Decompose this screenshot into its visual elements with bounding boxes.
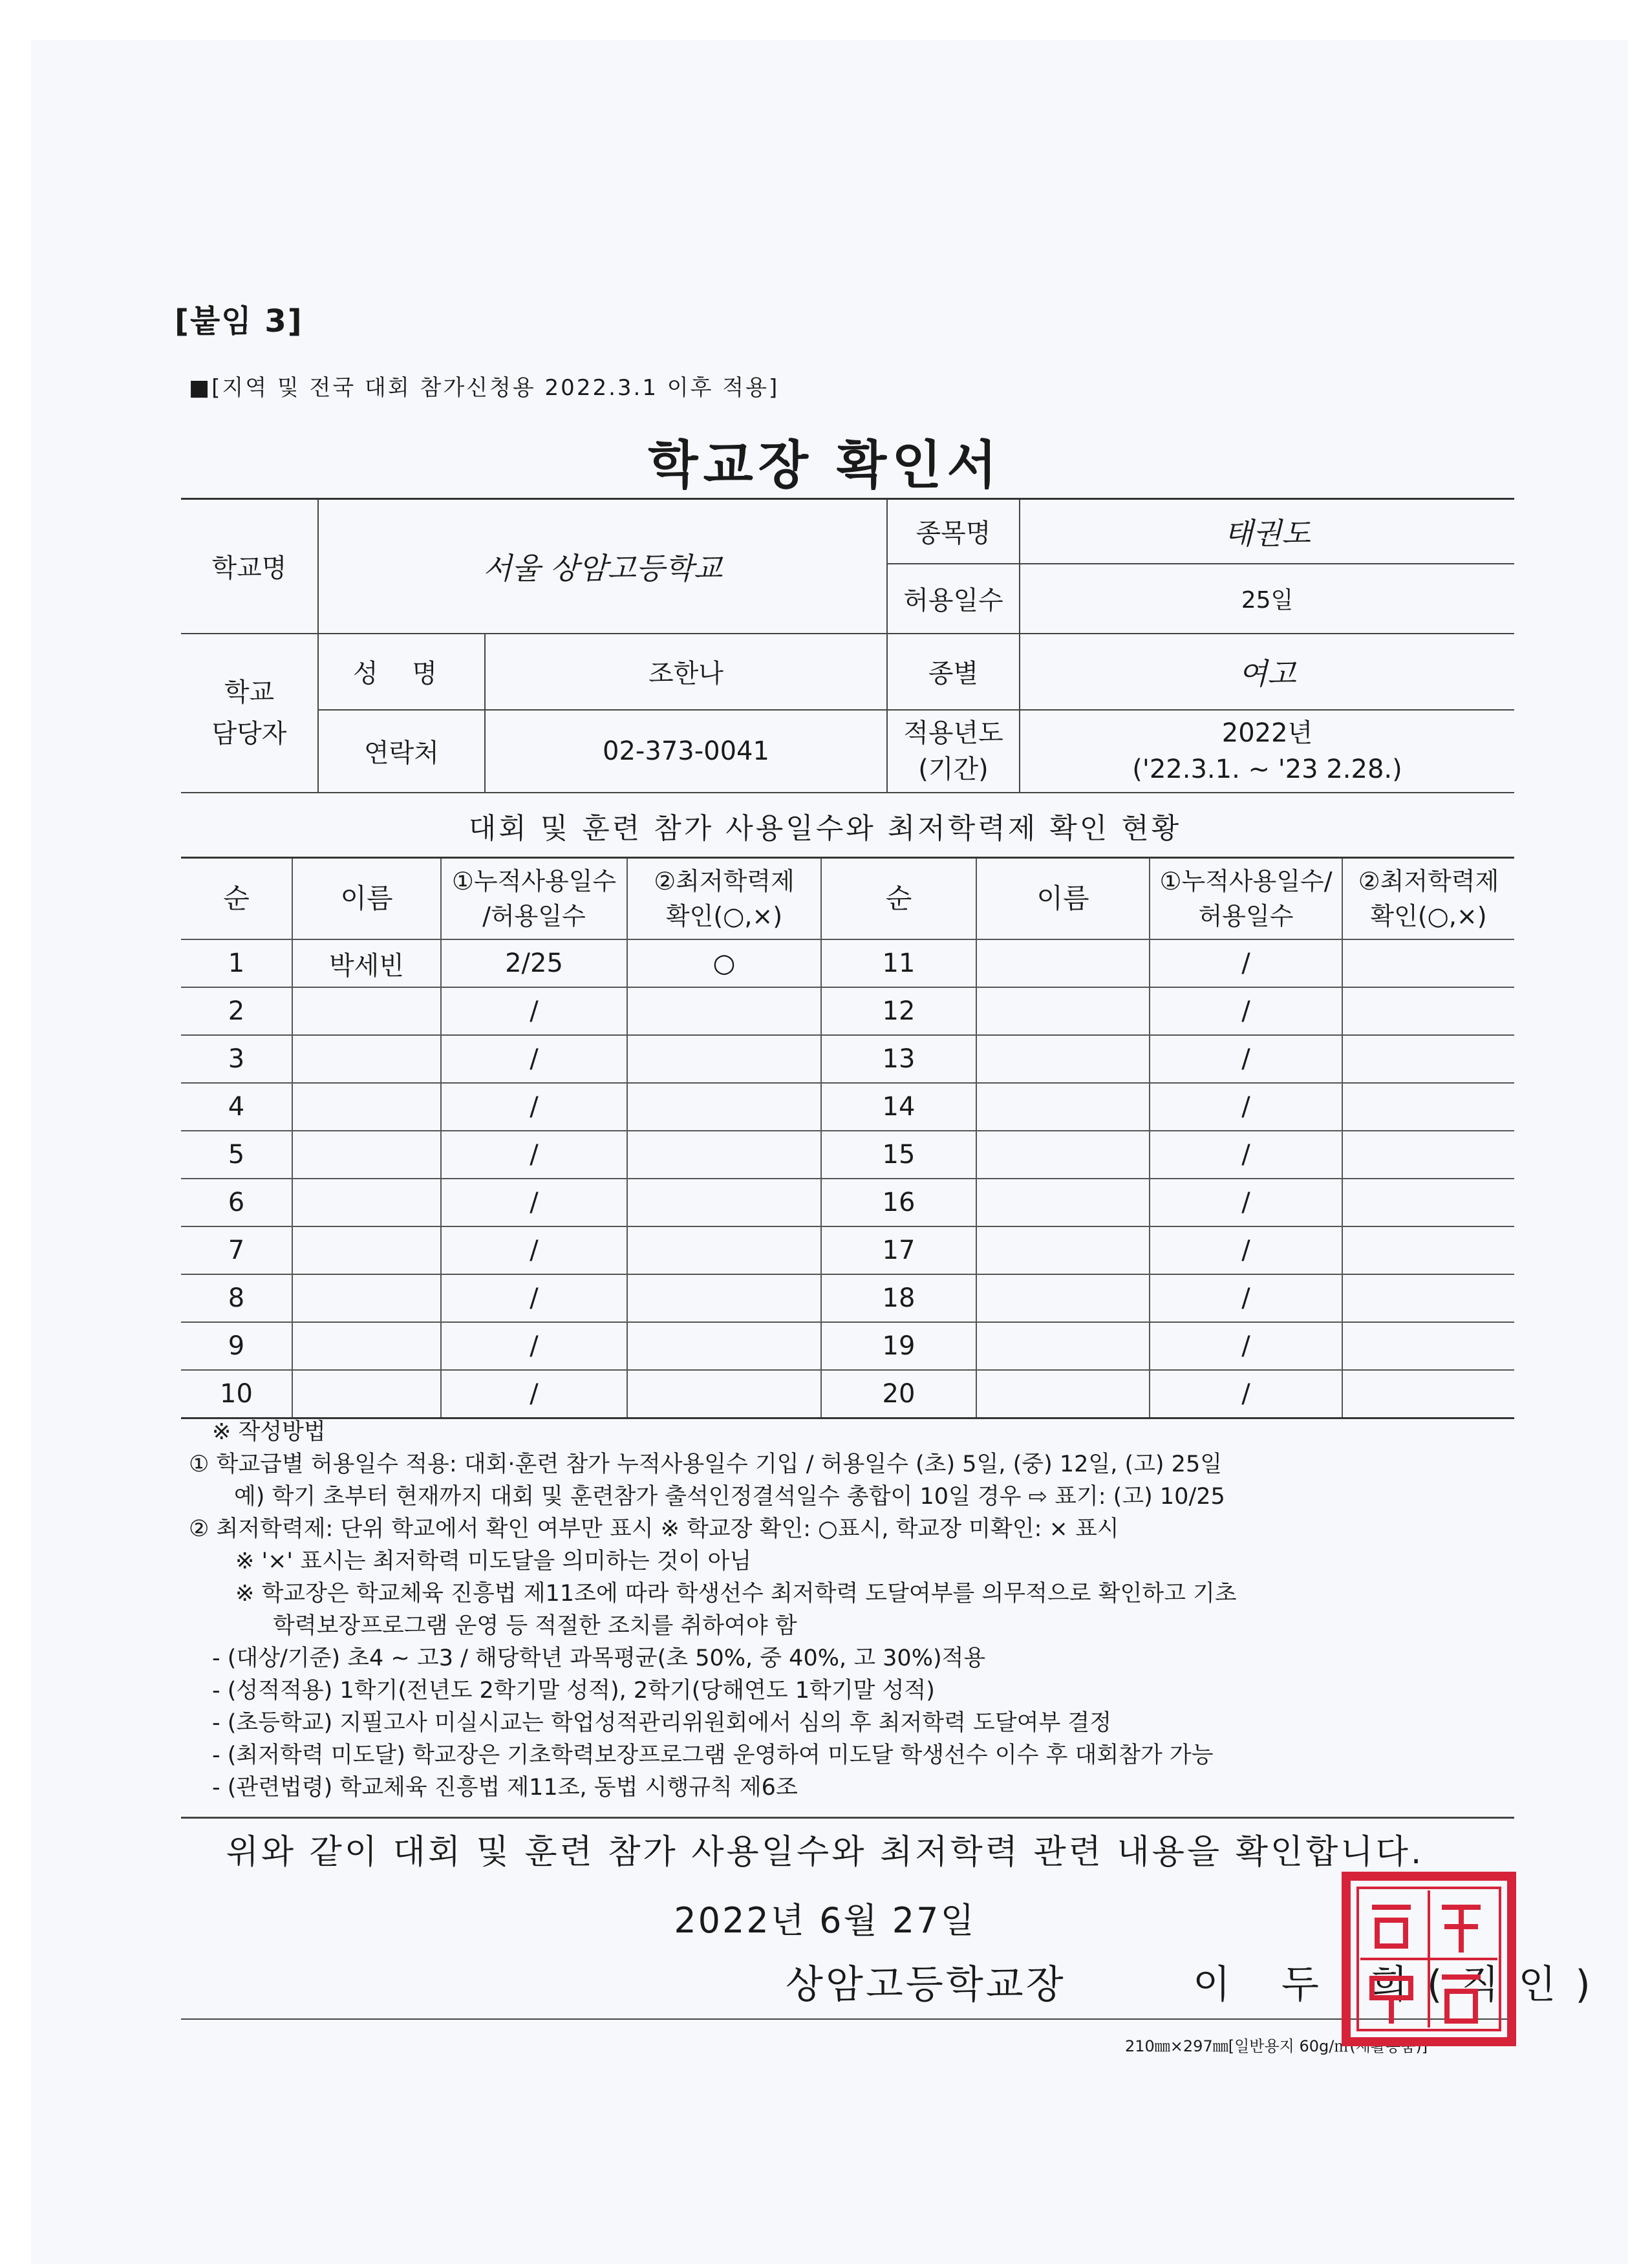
row-no-right: 16 xyxy=(821,1179,976,1226)
category-value: 여고 xyxy=(1020,634,1514,710)
row-check xyxy=(627,1179,821,1226)
attachment-label: [붙임 3] xyxy=(175,303,303,339)
table-row xyxy=(181,1226,1514,1274)
participation-table xyxy=(181,857,1514,1419)
note-line: - (초등학교) 지필고사 미실시교는 학업성적관리위원회에서 심의 후 최저학력 도달여부 결정 xyxy=(212,1710,1112,1736)
header-academic-line2: 확인(○,×) xyxy=(665,902,783,930)
row-name-right xyxy=(976,1083,1150,1131)
row-days: / xyxy=(441,1035,627,1083)
row-days-right: / xyxy=(1150,1131,1342,1179)
apply-year-label-line1: 적용년도 xyxy=(903,718,1003,748)
row-name-right xyxy=(976,1370,1150,1418)
row-days: / xyxy=(441,1226,627,1274)
row-name-right xyxy=(976,1274,1150,1322)
row-no: 3 xyxy=(181,1035,292,1083)
official-seal-icon xyxy=(1338,1868,1519,2049)
table-row xyxy=(181,1322,1514,1370)
row-check xyxy=(627,987,821,1035)
document-title: 학교장 확인서 xyxy=(648,435,1002,495)
note-line: ① 학교급별 허용일수 적용: 대회·훈련 참가 누적사용일수 기입 / 허용일수 (초) 5일, (중) 12일, (고) 25일 xyxy=(189,1451,1223,1477)
header-days-line2: /허용일수 xyxy=(482,902,586,930)
row-no: 2 xyxy=(181,987,292,1035)
row-check xyxy=(627,1083,821,1131)
row-check xyxy=(627,1322,821,1370)
row-check xyxy=(627,1370,821,1418)
row-days-right: / xyxy=(1150,1083,1342,1131)
row-no-right: 20 xyxy=(821,1370,976,1418)
row-check-right xyxy=(1342,1322,1514,1370)
apply-year-label xyxy=(887,710,1020,793)
row-no-right: 19 xyxy=(821,1322,976,1370)
table-row xyxy=(181,1035,1514,1083)
row-no: 1 xyxy=(181,939,292,987)
header-name-right: 이름 xyxy=(976,858,1150,940)
row-name-right xyxy=(976,987,1150,1035)
table-row xyxy=(181,1131,1514,1179)
staff-label-line1: 학교 xyxy=(224,677,275,707)
row-check-right xyxy=(1342,1083,1514,1131)
row-no: 4 xyxy=(181,1083,292,1131)
row-no: 10 xyxy=(181,1370,292,1418)
row-days: / xyxy=(441,987,627,1035)
row-no: 5 xyxy=(181,1131,292,1179)
sport-label: 종목명 xyxy=(887,499,1020,564)
row-name xyxy=(292,1370,441,1418)
row-check: ○ xyxy=(627,939,821,987)
table-row xyxy=(181,987,1514,1035)
staff-label-line2: 담당자 xyxy=(211,718,287,749)
row-days-right: / xyxy=(1150,1322,1342,1370)
note-line: ② 최저학력제: 단위 학교에서 확인 여부만 표시 ※ 학교장 확인: ○표시, 학교장 미확인: × 표시 xyxy=(189,1516,1119,1542)
divider xyxy=(181,1817,1514,1819)
row-check xyxy=(627,1274,821,1322)
row-name xyxy=(292,1322,441,1370)
row-name-right xyxy=(976,1226,1150,1274)
row-days-right: / xyxy=(1150,1274,1342,1322)
table-row xyxy=(181,1274,1514,1322)
header-academic-right xyxy=(1342,858,1514,940)
row-no-right: 11 xyxy=(821,939,976,987)
staff-name-value: 조한나 xyxy=(485,634,887,710)
row-days: / xyxy=(441,1274,627,1322)
apply-year-label-line2: (기간) xyxy=(918,754,989,784)
row-no: 7 xyxy=(181,1226,292,1274)
row-no-right: 17 xyxy=(821,1226,976,1274)
writing-instructions xyxy=(189,1416,1534,1804)
row-name-right xyxy=(976,1131,1150,1179)
row-days: / xyxy=(441,1370,627,1418)
header-no: 순 xyxy=(181,858,292,940)
row-name xyxy=(292,1131,441,1179)
row-no: 6 xyxy=(181,1179,292,1226)
header-academic-right-line1: ②최저학력제 xyxy=(1358,867,1499,895)
row-check xyxy=(627,1226,821,1274)
header-days-line1: ①누적사용일수 xyxy=(451,867,617,895)
row-no-right: 18 xyxy=(821,1274,976,1322)
row-no: 9 xyxy=(181,1322,292,1370)
row-days-right: / xyxy=(1150,987,1342,1035)
row-days: / xyxy=(441,1083,627,1131)
row-days-right: / xyxy=(1150,1035,1342,1083)
row-check xyxy=(627,1131,821,1179)
allowed-days-value: 25일 xyxy=(1020,564,1514,634)
note-line: - (최저학력 미도달) 학교장은 기초학력보장프로그램 운영하여 미도달 학생선수 이수 후 대회참가 가능 xyxy=(212,1742,1214,1768)
row-days: 2/25 xyxy=(441,939,627,987)
row-days-right: / xyxy=(1150,1370,1342,1418)
apply-year-value xyxy=(1020,710,1514,793)
row-no-right: 14 xyxy=(821,1083,976,1131)
header-days-right-line1: ①누적사용일수/ xyxy=(1159,867,1333,895)
note-line: 예) 학기 초부터 현재까지 대회 및 훈련참가 출석인정결석일수 총합이 10일 경우 ⇨ 표기: (고) 10/25 xyxy=(234,1484,1225,1510)
row-days: / xyxy=(441,1131,627,1179)
header-academic-right-line2: 확인(○,×) xyxy=(1370,902,1487,930)
row-check-right xyxy=(1342,987,1514,1035)
header-days-right xyxy=(1150,858,1342,940)
row-days: / xyxy=(441,1322,627,1370)
row-no: 8 xyxy=(181,1274,292,1322)
note-line: - (관련법령) 학교체육 진흥법 제11조, 동법 시행규칙 제6조 xyxy=(212,1775,798,1801)
bottom-divider xyxy=(181,2018,1514,2020)
note-line: - (대상/기준) 초4 ~ 고3 / 해당학년 과목평균(초 50%, 중 40%, 고 30%)적용 xyxy=(212,1645,986,1671)
note-line: - (성적적용) 1학기(전년도 2학기말 성적), 2학기(당해연도 1학기말 성적) xyxy=(212,1678,935,1704)
sport-value: 태권도 xyxy=(1020,499,1514,564)
row-check-right xyxy=(1342,1131,1514,1179)
contact-value: 02-373-0041 xyxy=(485,710,887,793)
header-no-right: 순 xyxy=(821,858,976,940)
row-no-right: 13 xyxy=(821,1035,976,1083)
staff-label xyxy=(181,634,318,793)
note-line: ※ '×' 표시는 최저학력 미도달을 의미하는 것이 아님 xyxy=(235,1548,752,1574)
row-check-right xyxy=(1342,939,1514,987)
issue-date: 2022년 6월 27일 xyxy=(674,1900,976,1941)
school-name-label: 학교명 xyxy=(181,499,318,634)
category-label: 종별 xyxy=(887,634,1020,710)
principal-name-text: 이 두 희 xyxy=(1193,1962,1428,2007)
header-days xyxy=(441,858,627,940)
school-name-value: 서울 상암고등학교 xyxy=(318,499,887,634)
header-academic xyxy=(627,858,821,940)
row-check-right xyxy=(1342,1035,1514,1083)
school-info-table xyxy=(181,498,1514,793)
header-academic-line1: ②최저학력제 xyxy=(654,867,795,895)
row-name xyxy=(292,1179,441,1226)
row-name xyxy=(292,1035,441,1083)
row-check-right xyxy=(1342,1370,1514,1418)
apply-period: ('22.3.1. ~ '23 2.28.) xyxy=(1132,754,1402,784)
row-check-right xyxy=(1342,1274,1514,1322)
confirmation-statement: 위와 같이 대회 및 훈련 참가 사용일수와 최저학력 관련 내용을 확인합니다. xyxy=(226,1833,1424,1872)
row-name-right xyxy=(976,1179,1150,1226)
row-name xyxy=(292,1274,441,1322)
row-days-right: / xyxy=(1150,1226,1342,1274)
note-line: 학력보장프로그램 운영 등 적절한 조치를 취하여야 함 xyxy=(273,1613,797,1639)
section-title: 대회 및 훈련 참가 사용일수와 최저학력제 확인 현황 xyxy=(468,812,1182,845)
row-name: 박세빈 xyxy=(292,939,441,987)
header-name: 이름 xyxy=(292,858,441,940)
allowed-days-label: 허용일수 xyxy=(887,564,1020,634)
row-name-right xyxy=(976,1035,1150,1083)
row-name xyxy=(292,1226,441,1274)
row-days-right: / xyxy=(1150,1179,1342,1226)
contact-label: 연락처 xyxy=(318,710,485,793)
table-row xyxy=(181,1083,1514,1131)
table-header-row xyxy=(181,858,1514,940)
row-days-right: / xyxy=(1150,939,1342,987)
row-no-right: 15 xyxy=(821,1131,976,1179)
row-check-right xyxy=(1342,1179,1514,1226)
row-days: / xyxy=(441,1179,627,1226)
scope-note: ■[지역 및 전국 대회 참가신청용 2022.3.1 이후 적용] xyxy=(189,375,780,401)
seal-mark: (직인) xyxy=(1427,1962,1610,2007)
note-line: ※ 학교장은 학교체육 진흥법 제11조에 따라 학생선수 최저학력 도달여부를 의무적으로 확인하고 기초 xyxy=(235,1581,1237,1607)
row-check-right xyxy=(1342,1226,1514,1274)
row-no-right: 12 xyxy=(821,987,976,1035)
row-name xyxy=(292,987,441,1035)
row-name xyxy=(292,1083,441,1131)
staff-name-label: 성 명 xyxy=(318,634,485,710)
table-row xyxy=(181,1179,1514,1226)
row-check xyxy=(627,1035,821,1083)
table-row xyxy=(181,939,1514,987)
header-days-right-line2: 허용일수 xyxy=(1198,902,1294,930)
row-name-right xyxy=(976,939,1150,987)
note-heading: ※ 작성방법 xyxy=(212,1419,326,1445)
row-name-right xyxy=(976,1322,1150,1370)
table-row xyxy=(181,1370,1514,1418)
paper-spec: 210㎜×297㎜[일반용지 60g/㎡(재활용품)] xyxy=(1125,2037,1428,2055)
apply-year: 2022년 xyxy=(1221,718,1313,748)
principal-title: 상암고등학교장 xyxy=(786,1962,1066,2007)
